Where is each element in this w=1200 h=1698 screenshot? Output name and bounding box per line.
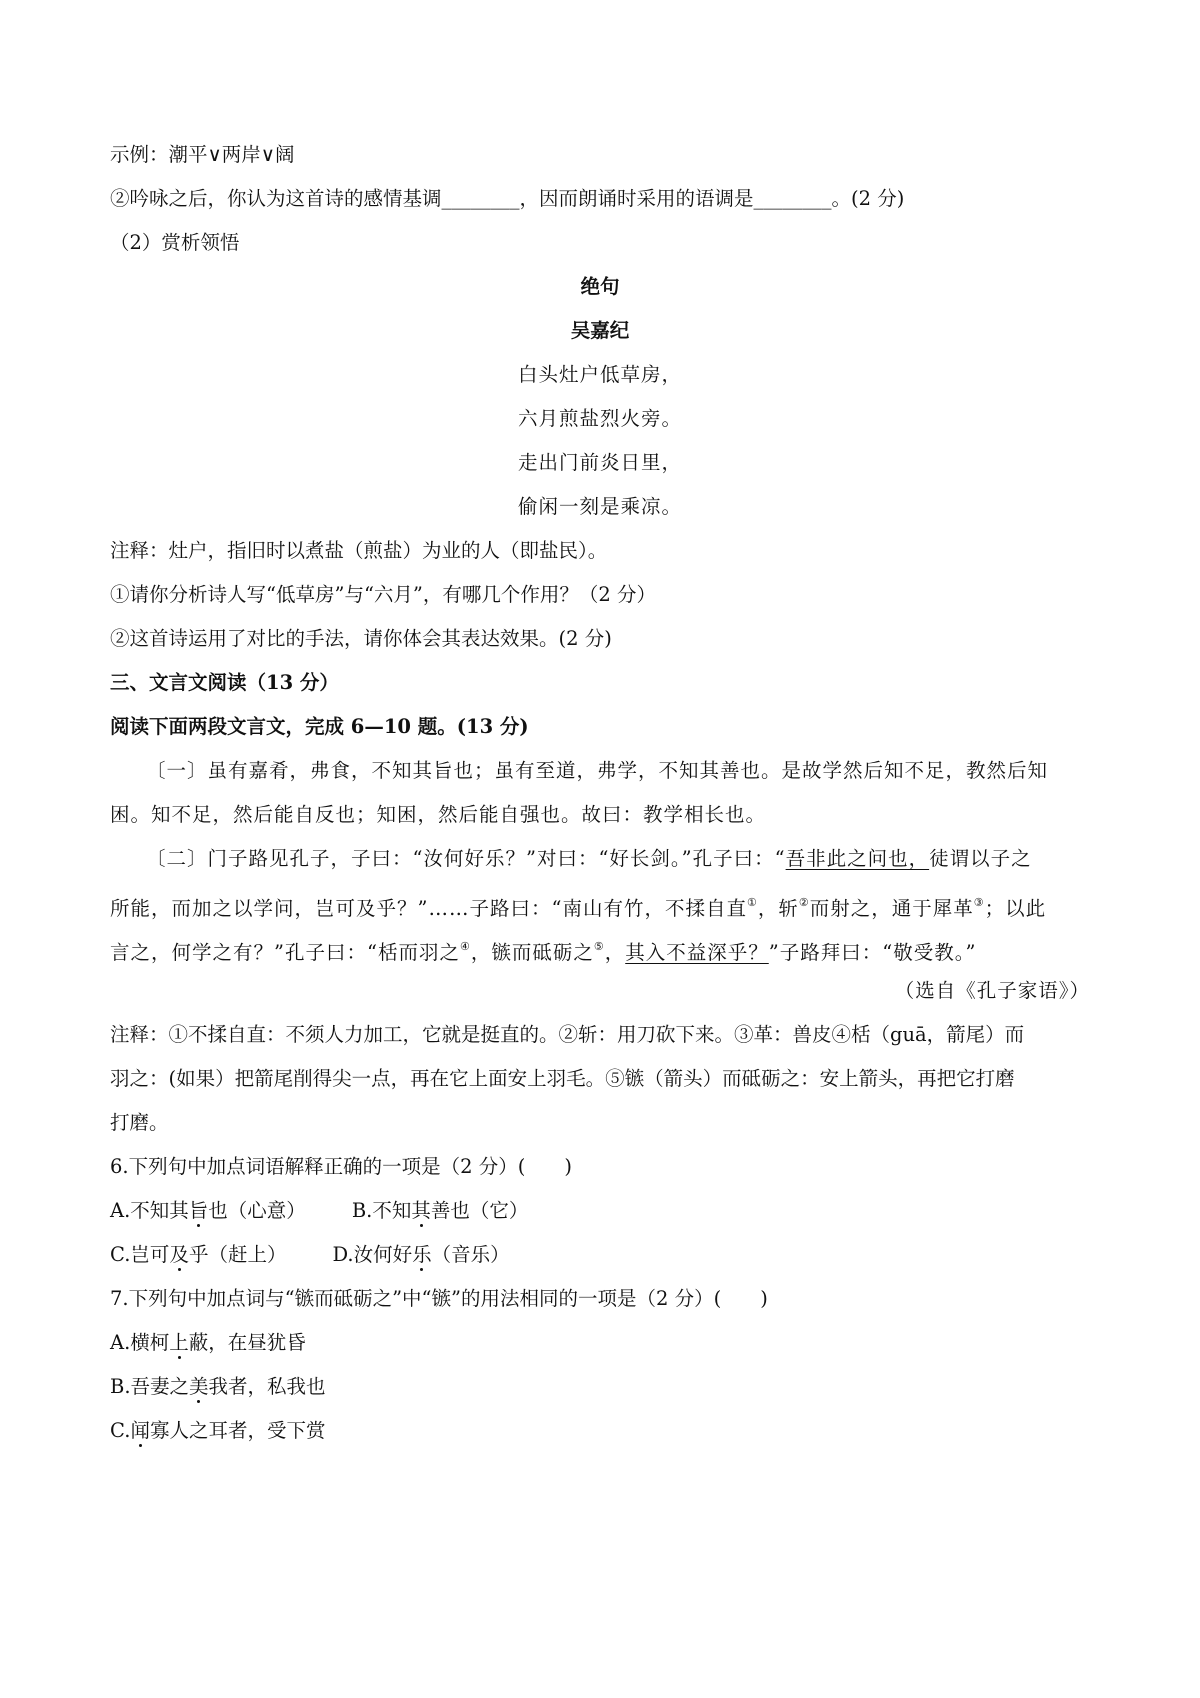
question-7-stem: 7.下列句中加点词与“镞而砥砺之”中“镞”的用法相同的一项是（2 分）( )	[110, 1287, 768, 1310]
dotted-word: 乐	[412, 1243, 432, 1266]
poem-line: 白头灶户低草房，	[517, 363, 682, 386]
passage-text: ，斩	[757, 897, 799, 920]
poem-question-1: ①请你分析诗人写“低草房”与“六月”，有哪几个作用？（2 分）	[110, 583, 656, 606]
part-2-heading: （2）赏析领悟	[110, 231, 240, 254]
passage-text: ，镞而砥砺之	[470, 941, 594, 964]
passage-2-line	[110, 932, 1100, 968]
note-marker: ③	[973, 896, 985, 909]
passage-text: ”子路拜曰：“敬受教。”	[768, 941, 977, 964]
question-5-2: ②吟咏之后，你认为这首诗的感情基调________，因而朗诵时采用的语调是________。(2 分)	[110, 187, 905, 210]
underlined-sentence: 其入不益深乎？	[625, 941, 769, 964]
dotted-word: 旨	[188, 1199, 209, 1222]
dotted-word: 闻	[130, 1419, 150, 1442]
passage-text: ；以此	[984, 897, 1047, 920]
example-line: 示例：潮平∨两岸∨阔	[110, 143, 295, 166]
dotted-word: 及	[169, 1243, 189, 1266]
passage-1-line: 困。知不足，然后能自反也；知困，然后能自强也。故曰：教学相长也。	[110, 803, 767, 826]
passage-text: 所能，而加之以学问，岂可及乎？”……子路曰：“南山有竹，不揉自直	[110, 897, 747, 920]
option-c: C.岂可及乎（赶上）	[110, 1243, 287, 1266]
poem-line: 偷闲一刻是乘凉。	[517, 495, 682, 518]
option-d: D.汝何好乐（音乐）	[332, 1243, 510, 1266]
poem-note: 注释：灶户，指旧时以煮盐（煎盐）为业的人（即盐民）。	[110, 539, 608, 562]
passage-text: 徒谓以子之	[929, 847, 1032, 870]
underlined-sentence: 吾非此之问也，	[785, 847, 930, 870]
question-6-options-ab	[110, 1196, 1100, 1226]
section-3-instruction: 阅读下面两段文言文，完成 6—10 题。(13 分)	[110, 715, 529, 738]
note-marker: ②	[798, 896, 810, 909]
passage-text: 而射之，通于犀革	[809, 897, 974, 920]
passage-text: 言之，何学之有？”孔子曰：“栝而羽之	[110, 941, 460, 964]
question-6-stem: 6.下列句中加点词语解释正确的一项是（2 分）( )	[110, 1155, 572, 1178]
note-marker: ④	[459, 940, 471, 953]
section-3-heading: 三、文言文阅读（13 分）	[110, 671, 339, 694]
passage-text: 〔二〕门子路见孔子，子曰：“汝何好乐？”对曰：“好长剑。”孔子曰：“	[146, 847, 786, 870]
passage-source: （选自《孔子家语》）	[894, 979, 1090, 1002]
question-6-options-cd	[110, 1240, 1100, 1270]
dotted-word: 美	[189, 1375, 209, 1398]
notes-line: 注释：①不揉自直：不须人力加工，它就是挺直的。②斩：用刀砍下来。③革：兽皮④栝（guā，箭尾）而	[110, 1023, 1025, 1046]
note-marker: ①	[746, 896, 758, 909]
option-a: A.不知其旨也（心意）	[110, 1199, 306, 1222]
note-marker: ⑤	[593, 940, 605, 953]
poem-line: 走出门前炎日里，	[517, 451, 682, 474]
poem-question-2: ②这首诗运用了对比的手法，请你体会其表达效果。(2 分)	[110, 627, 612, 650]
poem-title: 绝句	[580, 275, 620, 298]
question-7-option-b: B.吾妻之美我者，私我也	[110, 1375, 326, 1398]
notes-line: 打磨。	[110, 1111, 169, 1134]
notes-line: 羽之：(如果）把箭尾削得尖一点，再在它上面安上羽毛。⑤镞（箭头）而砥砺之：安上箭头，再把它打磨	[110, 1067, 1015, 1090]
passage-2-line	[110, 888, 1100, 924]
passage-text: ，	[604, 941, 626, 964]
dotted-word: 其	[411, 1199, 431, 1222]
passage-2-line	[146, 844, 1100, 874]
poem-line: 六月煎盐烈火旁。	[517, 407, 682, 430]
passage-1-line: 〔一〕虽有嘉肴，弗食，不知其旨也；虽有至道，弗学，不知其善也。是故学然后知不足，教然后知	[146, 759, 1049, 782]
question-7-option-c: C.闻寡人之耳者，受下赏	[110, 1419, 326, 1442]
option-b: B.不知其善也（它）	[351, 1199, 529, 1222]
question-7-option-a: A.横柯上蔽，在昼犹昏	[110, 1331, 306, 1354]
poem-author: 吴嘉纪	[570, 319, 630, 342]
dotted-word: 上	[169, 1331, 189, 1354]
